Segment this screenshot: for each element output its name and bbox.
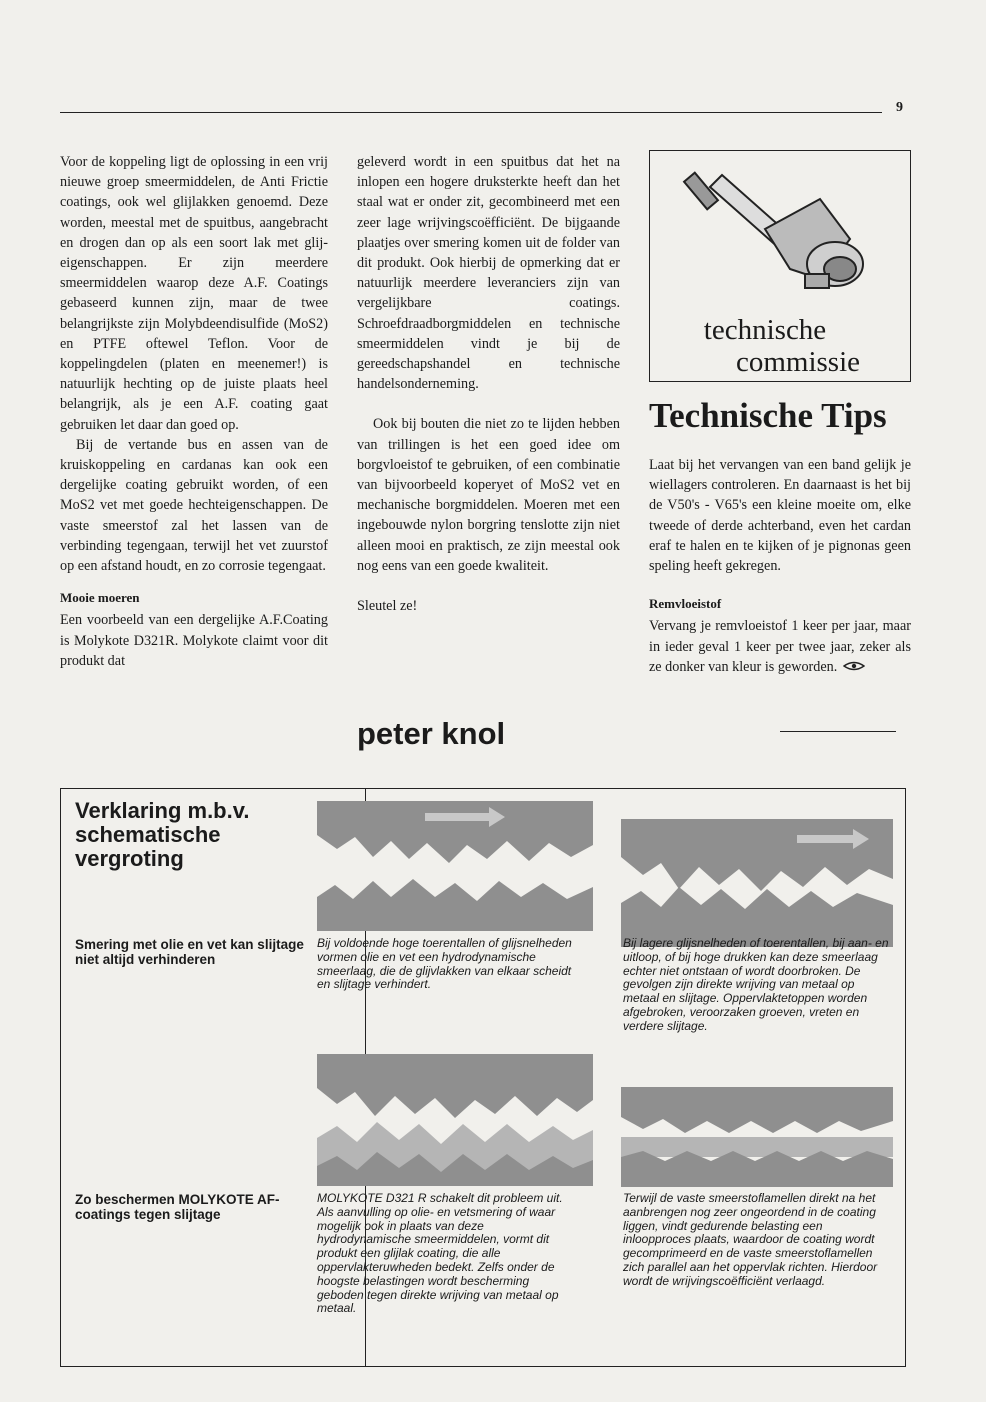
paragraph: Laat bij het vervangen van een band gelijk je wiellagers controleren. En daarnaast is het bij de V50's - V65's een kleine moeite om, elke tweede of derde achterband, even het cardan eraf te halen en te kijken of je pignonas geen speling heeft gekregen. [649, 457, 911, 575]
section-heading-mooie-moeren: Mooie moeren [60, 590, 140, 606]
paragraph-text: Vervang je remvloeistof 1 keer per jaar, maar in ieder geval 1 keer per twee jaar, zeker als ze donker van kleur is geworden. [649, 618, 911, 675]
section-title-technische-tips: Technische Tips [649, 396, 887, 435]
panel-molykote-runin [621, 1087, 893, 1187]
paragraph: geleverd wordt in een spuitbus dat het na inlopen een hogere druksterkte heeft dan het staal wat er onder zit, gecombineerd met een zeer lage wrijvingscoëfficiënt. De bijgaande plaatjes over smering komen uit de folder van dit produkt. Ook hierbij de opmerking dat er natuurlijk meerdere leveranciers zijn van vergelijkbare coatings. Schroefdraadborgmiddelen en technische smeermiddelen vindt je bij de gereedschapshandel en technische handelsonderneming. [357, 154, 620, 393]
column-1 [60, 152, 328, 671]
column-2 [357, 152, 620, 616]
paragraph: Bij de vertande bus en assen van de kruiskoppeling en cardanas kan ook een dergelijke coating gebruikt worden, of een MoS2 vet met goede hechteigenschappen. De vaste smeerstof zal het lassen van de verbinding tegengaan, terwijl het vet zuurstof op een afstand houdt, en zo corrosie tegengaat. [60, 436, 328, 575]
panel-hydrodynamic [317, 801, 593, 931]
column-3 [649, 455, 911, 677]
tips-end-rule [780, 731, 896, 732]
diagram-subtitle-molykote: Zo beschermen MOLYKOTE AF-coatings tegen slijtage [75, 1192, 280, 1222]
section-heading-remvloeistof: Remvloeistof [649, 596, 722, 612]
paragraph: Voor de koppeling ligt de oplossing in een vrij nieuwe groep smeermiddelen, de Anti Frictie coatings, ook wel glijlakken genoemd. Deze worden, meestal met de spuitbus, aangebracht en drogen dan op als een soort lak met glij-eigenschappen. Er zijn meerdere smeermiddelen waarop deze A.F. Coatings gebaseerd kunnen zijn, maar de twee belangrijkste zijn Molybdeendisulfide (MoS2) en PTFE oftewel Teflon. Voor de koppelingdelen (platen en meenemer!) is natuurlijk hechting op de juiste plaats heel belangrijk, als je een A.F. coating gaat gebruiken let daar dan goed op. [60, 154, 328, 433]
page-number: 9 [896, 100, 903, 115]
caption-hydrodynamic: Bij voldoende hoge toerentallen of glijsnelheden vormen olie en vet een hydrodynamische smeerlaag, die de glijvlakken van elkaar scheidt en slijtage verhindert. [317, 936, 572, 992]
sign-off: Sleutel ze! [357, 598, 418, 615]
diagram-subtitle-oil: Smering met olie en vet kan slijtage niet altijd verhinderen [75, 937, 304, 967]
author-logo: peter knol [357, 716, 506, 751]
crankshaft-illustration [670, 159, 890, 319]
diagram-title: Verklaring m.b.v. schematische vergroting [75, 798, 250, 871]
paragraph [649, 616, 911, 677]
box-title-technische: technische [703, 314, 827, 346]
panel-molykote-coating [317, 1054, 593, 1186]
technische-commissie-box [649, 150, 911, 382]
caption-metal-contact: Bij lagere glijsnelheden of toerentallen, bij aan- en uitloop, of bij hoge drukken kan deze smeerlaag echter niet ontstaan of wordt doorbroken. De gevolgen zijn direkte wrijving van metaal op metaal en slijtage. Oppervlaktetoppen worden afgebroken, veroorzaken groeven, vreten en verdere slijtage. [623, 936, 889, 1033]
lubrication-diagram [60, 788, 906, 1367]
caption-molykote-runin: Terwijl de vaste smeerstoflamellen direkt na het aanbrengen nog zeer ongeordend in de coating liggen, vindt gedurende belasting een inloopproces plaats, waardoor de coating wordt gecomprimeerd en de vaste smeerstoflamellen zich parallel aan het oppervlak richten. Hierdoor wordt de wrijvingscoëfficiënt verlaagd. [623, 1191, 878, 1288]
eye-signature-icon [843, 657, 865, 677]
panel-metal-contact [621, 819, 893, 947]
box-title-commissie: commissie [735, 346, 861, 378]
caption-molykote-coating: MOLYKOTE D321 R schakelt dit probleem uit. Als aanvulling op olie- en vetsmering of waar mogelijk ook in plaats van deze hydrodynamische smeermiddelen, vormt dit produkt een glijlak coating, die alle oppervlakteruwheden bedekt. Zelfs onder de hoogste belastingen wordt bescherming geboden tegen direkte wrijving van metaal op metaal. [317, 1191, 563, 1316]
header-rule [60, 112, 882, 113]
paragraph: Ook bij bouten die niet zo te lijden hebben van trillingen is het een goed idee om borgvloeistof te gebruiken, of een combinatie van bijvoorbeeld koperyet of MoS2 vet en mechanische borgmiddelen. Moeren met een ingebouwde nylon borgring tenslotte zijn niet alleen mooi en praktisch, ze zijn meestal ook nog eens van een goede kwaliteit. [357, 416, 620, 574]
paragraph: Een voorbeeld van een dergelijke A.F.Coating is Molykote D321R. Molykote claimt voor dit produkt dat [60, 612, 328, 669]
